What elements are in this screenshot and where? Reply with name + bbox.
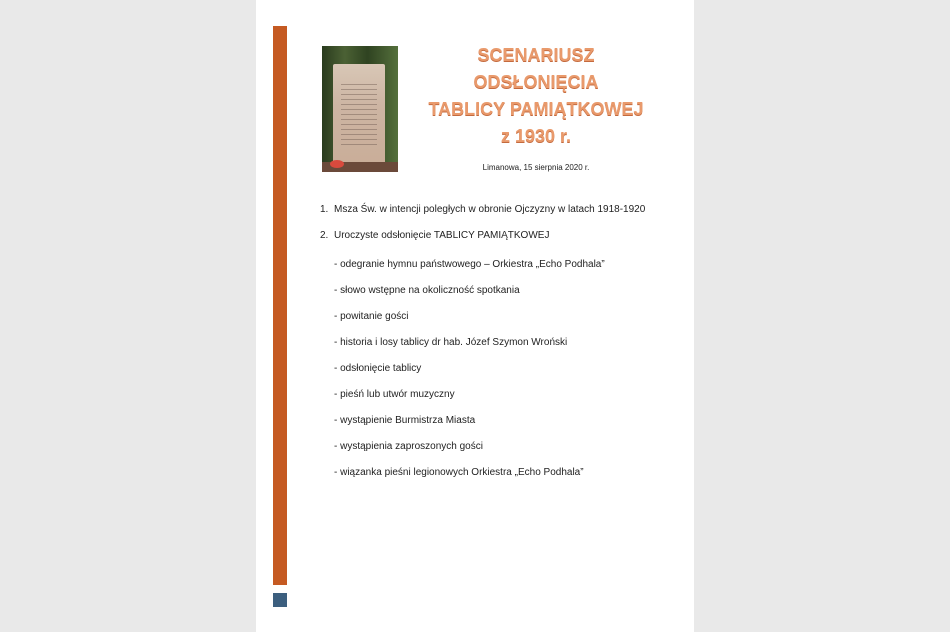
sub-list-item: - pieśń lub utwór muzyczny <box>334 389 455 400</box>
title-line: ODSŁONIĘCIA <box>473 72 599 92</box>
list-item <box>320 230 549 241</box>
list-item-text: Uroczyste odsłonięcie TABLICY PAMIĄTKOWEJ <box>334 230 550 241</box>
document-title <box>428 42 644 150</box>
document-date: Limanowa, 15 sierpnia 2020 r. <box>482 163 590 172</box>
title-line: TABLICY PAMIĄTKOWEJ <box>428 99 644 119</box>
sub-list-item: - odegranie hymnu państwowego – Orkiestra „Echo Podhala” <box>334 259 605 270</box>
sub-list-item: - wystąpienie Burmistrza Miasta <box>334 415 476 426</box>
sub-list-item: - wiązanka pieśni legionowych Orkiestra „Echo Podhala” <box>334 467 584 478</box>
list-item-number: 1. <box>320 204 329 215</box>
sub-list-item: - wystąpienia zaproszonych gości <box>334 441 483 452</box>
sub-list-item: - powitanie gości <box>334 311 409 322</box>
title-line: SCENARIUSZ <box>477 45 595 65</box>
list-item-number: 2. <box>320 230 329 241</box>
decorative-side-bar <box>273 26 287 585</box>
document-page <box>256 0 694 632</box>
list-item-text: Msza Św. w intencji poległych w obronie Ojczyzny w latach 1918-1920 <box>334 204 646 215</box>
sub-list-item: - odsłonięcie tablicy <box>334 363 422 374</box>
list-item <box>320 204 645 215</box>
memorial-plaque-image <box>333 64 385 168</box>
sub-list-item: - historia i losy tablicy dr hab. Józef Szymon Wroński <box>334 337 568 348</box>
plaque-photo <box>322 46 398 172</box>
decorative-corner-square <box>273 593 287 607</box>
title-line: z 1930 r. <box>500 126 572 146</box>
sub-list-item: - słowo wstępne na okoliczność spotkania <box>334 285 520 296</box>
